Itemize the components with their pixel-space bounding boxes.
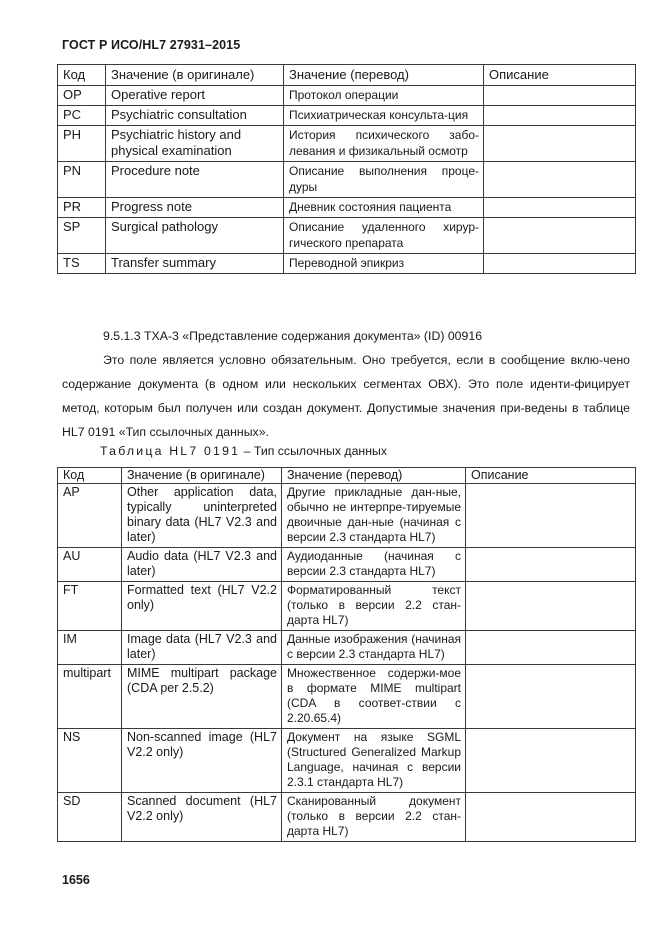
cell-description — [484, 162, 636, 198]
cell-original: Image data (HL7 V2.3 and later) — [122, 631, 282, 665]
cell-translation: Другие прикладные дан-ные, обычно не интерпре-тируемые двоичные дан-ные (начиная с версии 2.3 стандарта HL7) — [282, 484, 466, 548]
cell-code: PR — [58, 198, 106, 218]
cell-original: Procedure note — [106, 162, 284, 198]
table-caption-label: Таблица HL7 0191 — [100, 444, 241, 458]
table-row — [58, 582, 636, 631]
cell-description — [466, 793, 636, 842]
table-row — [58, 162, 636, 198]
cell-description — [466, 631, 636, 665]
table-row — [58, 126, 636, 162]
cell-code: SD — [58, 793, 122, 842]
cell-translation: Описание выполнения проце-дуры — [284, 162, 484, 198]
column-header-translation: Значение (перевод) — [282, 468, 466, 484]
cell-original: MIME multipart package (CDA per 2.5.2) — [122, 665, 282, 729]
cell-translation: Протокол операции — [284, 86, 484, 106]
cell-original: Audio data (HL7 V2.3 and later) — [122, 548, 282, 582]
cell-description — [466, 729, 636, 793]
cell-description — [484, 218, 636, 254]
table-row — [58, 548, 636, 582]
cell-translation: Аудиоданные (начиная с версии 2.3 стандарта HL7) — [282, 548, 466, 582]
cell-code: NS — [58, 729, 122, 793]
cell-description — [484, 198, 636, 218]
cell-translation: Описание удаленного хирур-гического препарата — [284, 218, 484, 254]
table-row — [58, 665, 636, 729]
cell-original: Transfer summary — [106, 254, 284, 274]
cell-original: Surgical pathology — [106, 218, 284, 254]
cell-code: PC — [58, 106, 106, 126]
cell-translation: История психического забо-левания и физикальный осмотр — [284, 126, 484, 162]
table-row — [58, 254, 636, 274]
cell-translation: Переводной эпикриз — [284, 254, 484, 274]
cell-description — [466, 548, 636, 582]
cell-description — [484, 254, 636, 274]
column-header-code: Код — [58, 65, 106, 86]
cell-translation: Дневник состояния пациента — [284, 198, 484, 218]
table-caption — [100, 443, 387, 459]
cell-code: AP — [58, 484, 122, 548]
table-row — [58, 218, 636, 254]
cell-code: IM — [58, 631, 122, 665]
cell-code: SP — [58, 218, 106, 254]
document-header: ГОСТ Р ИСО/HL7 27931–2015 — [62, 38, 241, 52]
cell-description — [484, 106, 636, 126]
cell-description — [466, 484, 636, 548]
cell-translation: Документ на языке SGML (Structured Generalized Markup Language, начиная с версии 2.3.1 стандарта HL7) — [282, 729, 466, 793]
cell-original: Progress note — [106, 198, 284, 218]
cell-original: Psychiatric consultation — [106, 106, 284, 126]
cell-translation: Психиатрическая консульта-ция — [284, 106, 484, 126]
cell-code: OP — [58, 86, 106, 106]
column-header-original: Значение (в оригинале) — [106, 65, 284, 86]
body-paragraph: Это поле является условно обязательным. Оно требуется, если в сообщение вклю-чено содержание документа (в одном или нескольких сегментах ОВХ). Это поле иденти-фицирует метод, которым был получен или создан документ. Допустимые значения при-ведены в таблице HL7 0191 «Тип ссылочных данных». — [62, 353, 630, 439]
table-row — [58, 484, 636, 548]
table-reference-data-types — [57, 467, 636, 842]
cell-description — [484, 126, 636, 162]
column-header-description: Описание — [484, 65, 636, 86]
cell-description — [484, 86, 636, 106]
table-header-row — [58, 468, 636, 484]
cell-translation: Форматированный текст (только в версии 2.2 стан-дарта HL7) — [282, 582, 466, 631]
table-caption-title: Тип ссылочных данных — [253, 444, 387, 458]
table-document-types — [57, 64, 636, 274]
column-header-code: Код — [58, 468, 122, 484]
cell-code: TS — [58, 254, 106, 274]
column-header-translation: Значение (перевод) — [284, 65, 484, 86]
cell-translation: Данные изображения (начиная с версии 2.3 стандарта HL7) — [282, 631, 466, 665]
cell-translation: Множественное содержи-мое в формате MIME multipart (CDA в соответ-ствии с 2.20.65.4) — [282, 665, 466, 729]
cell-original: Operative report — [106, 86, 284, 106]
cell-code: AU — [58, 548, 122, 582]
cell-code: multipart — [58, 665, 122, 729]
cell-code: FT — [58, 582, 122, 631]
column-header-original: Значение (в оригинале) — [122, 468, 282, 484]
cell-description — [466, 582, 636, 631]
table-header-row — [58, 65, 636, 86]
table-row — [58, 631, 636, 665]
table-row — [58, 729, 636, 793]
cell-original: Psychiatric history and physical examination — [106, 126, 284, 162]
table-row — [58, 86, 636, 106]
section-heading: 9.5.1.3 ТХА-3 «Представление содержания документа» (ID) 00916 — [103, 329, 483, 343]
table-row — [58, 198, 636, 218]
cell-original: Other application data, typically uninterpreted binary data (HL7 V2.3 and later) — [122, 484, 282, 548]
cell-code: PN — [58, 162, 106, 198]
table-row — [58, 106, 636, 126]
cell-description — [466, 665, 636, 729]
cell-original: Formatted text (HL7 V2.2 only) — [122, 582, 282, 631]
cell-translation: Сканированный документ (только в версии 2.2 стан-дарта HL7) — [282, 793, 466, 842]
page-number: 1656 — [62, 873, 90, 887]
cell-original: Non-scanned image (HL7 V2.2 only) — [122, 729, 282, 793]
table-row — [58, 793, 636, 842]
cell-original: Scanned document (HL7 V2.2 only) — [122, 793, 282, 842]
table-caption-dash: – — [240, 444, 254, 458]
cell-code: PH — [58, 126, 106, 162]
column-header-description: Описание — [466, 468, 636, 484]
